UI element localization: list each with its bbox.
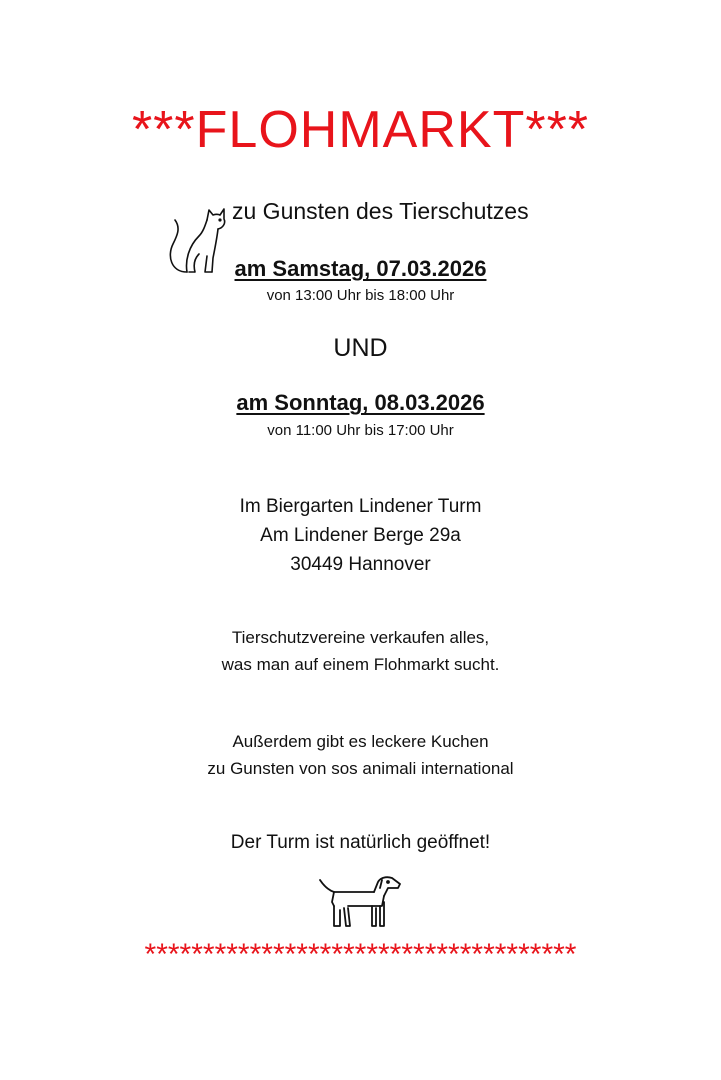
event-time-sunday: von 11:00 Uhr bis 17:00 Uhr (267, 422, 454, 439)
info-paragraph-1-line-1: Tierschutzvereine verkaufen alles, (231, 628, 490, 647)
info-paragraph-2-line-1: Außerdem gibt es leckere Kuchen (232, 732, 489, 751)
subtitle: zu Gunsten des Tierschutzes (232, 198, 529, 224)
info-paragraph-2-line-2: zu Gunsten von sos animali international (207, 759, 514, 778)
star-divider: ************************************* (144, 938, 577, 971)
info-paragraph-1-line-2: was man auf einem Flohmarkt sucht. (221, 655, 500, 674)
address-venue: Im Biergarten Lindener Turm (239, 496, 482, 517)
event-date-sunday: am Sonntag, 08.03.2026 (236, 390, 485, 415)
connector-und: UND (333, 334, 388, 362)
address-street: Am Lindener Berge 29a (260, 525, 461, 546)
event-time-saturday: von 13:00 Uhr bis 18:00 Uhr (266, 287, 455, 304)
tower-note: Der Turm ist natürlich geöffnet! (230, 832, 491, 853)
flyer-title: ***FLOHMARKT*** (131, 101, 590, 159)
address-city: 30449 Hannover (290, 554, 431, 575)
event-date-saturday: am Samstag, 07.03.2026 (234, 256, 487, 281)
dog-icon (316, 872, 404, 930)
